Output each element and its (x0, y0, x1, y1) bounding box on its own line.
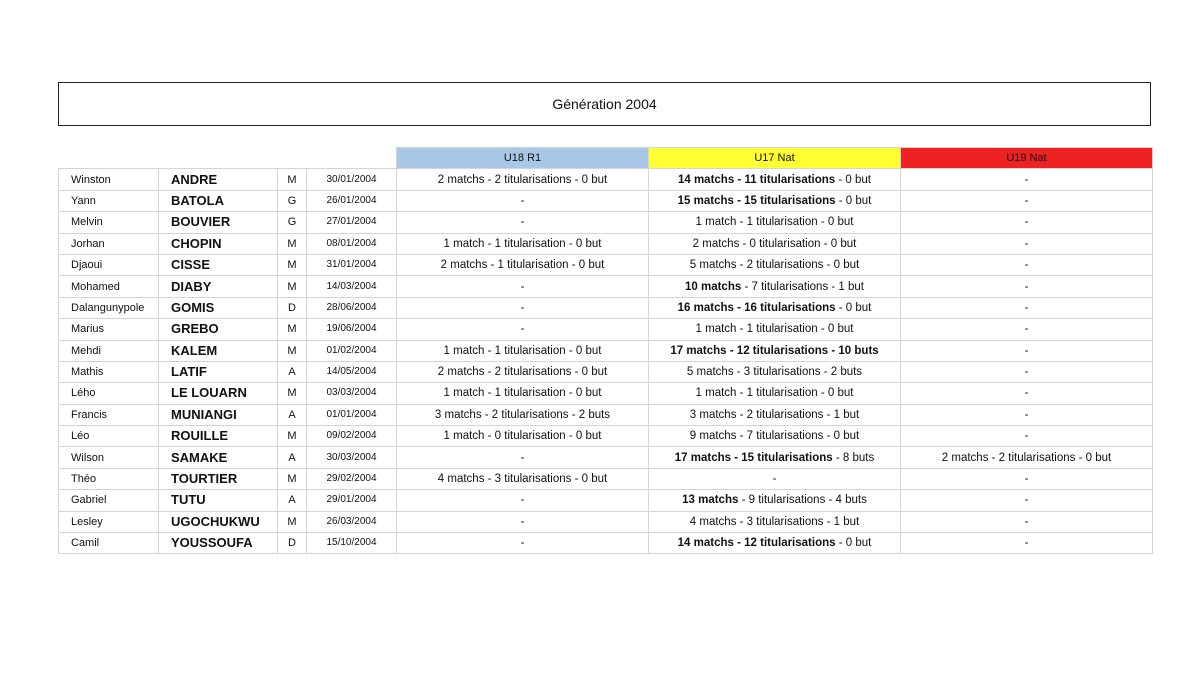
u17-nat-stat-cell (649, 276, 901, 297)
stat-text: - (1024, 280, 1029, 293)
stat-text: - (520, 515, 525, 528)
u17-nat-stat-cell (649, 533, 901, 554)
birthdate-cell: 26/03/2004 (307, 511, 397, 532)
position-cell: M (278, 169, 307, 190)
last-name-cell: BOUVIER (159, 212, 278, 233)
header-blank (159, 148, 278, 169)
position-cell: M (278, 383, 307, 404)
birthdate-cell: 30/03/2004 (307, 447, 397, 468)
table-row (59, 468, 1153, 489)
first-name-cell: Mohamed (59, 276, 159, 297)
u18-r1-stat-cell (397, 361, 649, 382)
last-name-cell: LE LOUARN (159, 383, 278, 404)
stat-text: 17 matchs - 15 titularisations (674, 451, 833, 464)
stat-text: - (1024, 216, 1029, 229)
stat-text: - (520, 451, 525, 464)
table-row (59, 297, 1153, 318)
u17-nat-stat-cell (649, 361, 901, 382)
birthdate-cell: 01/01/2004 (307, 404, 397, 425)
u18-r1-stat-cell (397, 447, 649, 468)
u18-r1-stat-cell (397, 511, 649, 532)
u18-r1-stat-cell (397, 340, 649, 361)
header-u17-nat: U17 Nat (649, 148, 901, 169)
u18-r1-stat-cell (397, 383, 649, 404)
last-name-cell: UGOCHUKWU (159, 511, 278, 532)
stat-text: 3 matchs - 2 titularisations - 2 buts (434, 408, 611, 421)
stat-text: 2 matchs - 1 titularisation - 0 but (440, 259, 605, 272)
stat-text: 14 matchs - 12 titularisations (677, 537, 836, 550)
position-cell: G (278, 190, 307, 211)
u17-nat-stat-cell (649, 404, 901, 425)
last-name-cell: ROUILLE (159, 426, 278, 447)
stat-text: - (1024, 494, 1029, 507)
birthdate-cell: 28/06/2004 (307, 297, 397, 318)
table-row (59, 319, 1153, 340)
first-name-cell: Wilson (59, 447, 159, 468)
first-name-cell: Yann (59, 190, 159, 211)
header-u19-nat: U19 Nat (901, 148, 1153, 169)
u17-nat-stat-cell (649, 319, 901, 340)
first-name-cell: Léo (59, 426, 159, 447)
first-name-cell: Jorhan (59, 233, 159, 254)
table-row (59, 169, 1153, 190)
u19-nat-stat-cell (901, 383, 1153, 404)
table-row (59, 383, 1153, 404)
u19-nat-stat-cell (901, 233, 1153, 254)
stat-text: - 0 but (835, 301, 872, 314)
stat-text: 9 matchs - 7 titularisations - 0 but (689, 430, 860, 443)
stat-text: - 0 but (835, 537, 872, 550)
position-cell: G (278, 212, 307, 233)
u19-nat-stat-cell (901, 319, 1153, 340)
u18-r1-stat-cell (397, 468, 649, 489)
player-rows (59, 169, 1153, 554)
u18-r1-stat-cell (397, 490, 649, 511)
position-cell: M (278, 319, 307, 340)
table-row (59, 490, 1153, 511)
stat-text: - (1024, 259, 1029, 272)
stat-text: 1 match - 1 titularisation - 0 but (695, 216, 854, 229)
u17-nat-stat-cell (649, 212, 901, 233)
first-name-cell: Winston (59, 169, 159, 190)
position-cell: M (278, 468, 307, 489)
stat-text: 2 matchs - 2 titularisations - 0 but (941, 451, 1112, 464)
u18-r1-stat-cell (397, 533, 649, 554)
u17-nat-stat-cell (649, 447, 901, 468)
first-name-cell: Lého (59, 383, 159, 404)
u18-r1-stat-cell (397, 169, 649, 190)
stat-text: 5 matchs - 2 titularisations - 0 but (689, 259, 860, 272)
last-name-cell: TUTU (159, 490, 278, 511)
birthdate-cell: 09/02/2004 (307, 426, 397, 447)
first-name-cell: Camil (59, 533, 159, 554)
table-row (59, 404, 1153, 425)
stat-text: 2 matchs - 0 titularisation - 0 but (692, 237, 857, 250)
header-blank (307, 148, 397, 169)
header-u18-r1: U18 R1 (397, 148, 649, 169)
stat-text: 1 match - 0 titularisation - 0 but (443, 430, 602, 443)
position-cell: M (278, 276, 307, 297)
last-name-cell: TOURTIER (159, 468, 278, 489)
position-cell: M (278, 511, 307, 532)
stat-text: - 7 titularisations - 1 but (741, 280, 864, 293)
u19-nat-stat-cell (901, 426, 1153, 447)
first-name-cell: Djaoui (59, 254, 159, 275)
stat-text: 1 match - 1 titularisation - 0 but (443, 387, 602, 400)
u19-nat-stat-cell (901, 190, 1153, 211)
u19-nat-stat-cell (901, 297, 1153, 318)
table-row (59, 533, 1153, 554)
last-name-cell: YOUSSOUFA (159, 533, 278, 554)
u19-nat-stat-cell (901, 468, 1153, 489)
last-name-cell: CHOPIN (159, 233, 278, 254)
position-cell: M (278, 426, 307, 447)
last-name-cell: LATIF (159, 361, 278, 382)
last-name-cell: GOMIS (159, 297, 278, 318)
u17-nat-stat-cell (649, 468, 901, 489)
stat-text: - 8 buts (832, 451, 875, 464)
stat-text: - (520, 537, 525, 550)
stat-text: - (520, 301, 525, 314)
last-name-cell: SAMAKE (159, 447, 278, 468)
stat-text: 2 matchs - 2 titularisations - 0 but (437, 173, 608, 186)
last-name-cell: KALEM (159, 340, 278, 361)
u19-nat-stat-cell (901, 533, 1153, 554)
u18-r1-stat-cell (397, 212, 649, 233)
position-cell: D (278, 533, 307, 554)
last-name-cell: ANDRE (159, 169, 278, 190)
table-row (59, 254, 1153, 275)
stat-text: - 9 titularisations - 4 buts (738, 494, 867, 507)
stat-text: - (1024, 344, 1029, 357)
stat-text: - (1024, 323, 1029, 336)
stat-text: - (520, 216, 525, 229)
u19-nat-stat-cell (901, 447, 1153, 468)
last-name-cell: BATOLA (159, 190, 278, 211)
stat-text: - (1024, 237, 1029, 250)
u17-nat-stat-cell (649, 233, 901, 254)
u17-nat-stat-cell (649, 169, 901, 190)
stat-text: 10 matchs (685, 280, 742, 293)
stat-text: 1 match - 1 titularisation - 0 but (443, 237, 602, 250)
u18-r1-stat-cell (397, 276, 649, 297)
stat-text: 15 matchs - 15 titularisations (677, 194, 836, 207)
u19-nat-stat-cell (901, 340, 1153, 361)
birthdate-cell: 31/01/2004 (307, 254, 397, 275)
table-row (59, 276, 1153, 297)
birthdate-cell: 15/10/2004 (307, 533, 397, 554)
stat-text: - (1024, 387, 1029, 400)
table-row (59, 212, 1153, 233)
stat-text: 13 matchs (682, 494, 739, 507)
stat-text: - (1024, 473, 1029, 486)
position-cell: A (278, 447, 307, 468)
position-cell: D (278, 297, 307, 318)
stat-text: 4 matchs - 3 titularisations - 0 but (437, 473, 608, 486)
stat-text: - (520, 323, 525, 336)
table-row (59, 511, 1153, 532)
header-blank (59, 148, 159, 169)
first-name-cell: Mehdi (59, 340, 159, 361)
table-row (59, 233, 1153, 254)
u17-nat-stat-cell (649, 426, 901, 447)
stat-text: - (772, 473, 777, 486)
birthdate-cell: 01/02/2004 (307, 340, 397, 361)
birthdate-cell: 29/02/2004 (307, 468, 397, 489)
u18-r1-stat-cell (397, 190, 649, 211)
u17-nat-stat-cell (649, 254, 901, 275)
stat-text: - (1024, 301, 1029, 314)
u17-nat-stat-cell (649, 340, 901, 361)
u19-nat-stat-cell (901, 361, 1153, 382)
birthdate-cell: 14/03/2004 (307, 276, 397, 297)
position-cell: M (278, 340, 307, 361)
first-name-cell: Mathis (59, 361, 159, 382)
u18-r1-stat-cell (397, 233, 649, 254)
last-name-cell: DIABY (159, 276, 278, 297)
stat-text: - (1024, 408, 1029, 421)
stat-text: - 0 but (835, 173, 872, 186)
stat-text: - (1024, 194, 1029, 207)
table-row (59, 361, 1153, 382)
stat-text: 17 matchs - 12 titularisations - 10 buts (670, 344, 879, 357)
stat-text: 16 matchs - 16 titularisations (677, 301, 836, 314)
u18-r1-stat-cell (397, 404, 649, 425)
u19-nat-stat-cell (901, 276, 1153, 297)
stat-text: 1 match - 1 titularisation - 0 but (443, 344, 602, 357)
first-name-cell: Dalangunypole (59, 297, 159, 318)
birthdate-cell: 29/01/2004 (307, 490, 397, 511)
stat-text: - 0 but (835, 194, 872, 207)
position-cell: A (278, 404, 307, 425)
u18-r1-stat-cell (397, 319, 649, 340)
table-row (59, 426, 1153, 447)
first-name-cell: Gabriel (59, 490, 159, 511)
header-row (59, 148, 1153, 169)
stat-text: 3 matchs - 2 titularisations - 1 but (689, 408, 860, 421)
u18-r1-stat-cell (397, 426, 649, 447)
stat-text: 5 matchs - 3 titularisations - 2 buts (686, 366, 863, 379)
u17-nat-stat-cell (649, 190, 901, 211)
stat-text: - (520, 494, 525, 507)
position-cell: M (278, 233, 307, 254)
header-blank (278, 148, 307, 169)
last-name-cell: CISSE (159, 254, 278, 275)
u19-nat-stat-cell (901, 254, 1153, 275)
stat-text: - (1024, 430, 1029, 443)
page-title: Génération 2004 (58, 82, 1151, 126)
birthdate-cell: 19/06/2004 (307, 319, 397, 340)
table-row (59, 190, 1153, 211)
stat-text: 4 matchs - 3 titularisations - 1 but (689, 515, 860, 528)
stat-text: - (520, 194, 525, 207)
birthdate-cell: 08/01/2004 (307, 233, 397, 254)
table-row (59, 340, 1153, 361)
position-cell: A (278, 361, 307, 382)
stat-text: - (520, 280, 525, 293)
position-cell: A (278, 490, 307, 511)
u19-nat-stat-cell (901, 511, 1153, 532)
u19-nat-stat-cell (901, 169, 1153, 190)
player-stats-table (58, 147, 1153, 554)
last-name-cell: MUNIANGI (159, 404, 278, 425)
u18-r1-stat-cell (397, 297, 649, 318)
u17-nat-stat-cell (649, 297, 901, 318)
first-name-cell: Lesley (59, 511, 159, 532)
stat-text: 2 matchs - 2 titularisations - 0 but (437, 366, 608, 379)
u17-nat-stat-cell (649, 490, 901, 511)
first-name-cell: Marius (59, 319, 159, 340)
birthdate-cell: 14/05/2004 (307, 361, 397, 382)
stat-text: - (1024, 366, 1029, 379)
u18-r1-stat-cell (397, 254, 649, 275)
u17-nat-stat-cell (649, 511, 901, 532)
first-name-cell: Melvin (59, 212, 159, 233)
stat-text: 14 matchs - 11 titularisations (677, 173, 836, 186)
u19-nat-stat-cell (901, 212, 1153, 233)
birthdate-cell: 03/03/2004 (307, 383, 397, 404)
last-name-cell: GREBO (159, 319, 278, 340)
stat-text: - (1024, 515, 1029, 528)
u17-nat-stat-cell (649, 383, 901, 404)
birthdate-cell: 27/01/2004 (307, 212, 397, 233)
u19-nat-stat-cell (901, 490, 1153, 511)
position-cell: M (278, 254, 307, 275)
u19-nat-stat-cell (901, 404, 1153, 425)
birthdate-cell: 30/01/2004 (307, 169, 397, 190)
stat-text: 1 match - 1 titularisation - 0 but (695, 387, 854, 400)
birthdate-cell: 26/01/2004 (307, 190, 397, 211)
first-name-cell: Francis (59, 404, 159, 425)
stat-text: - (1024, 537, 1029, 550)
stat-text: 1 match - 1 titularisation - 0 but (695, 323, 854, 336)
first-name-cell: Théo (59, 468, 159, 489)
table-row (59, 447, 1153, 468)
stat-text: - (1024, 173, 1029, 186)
